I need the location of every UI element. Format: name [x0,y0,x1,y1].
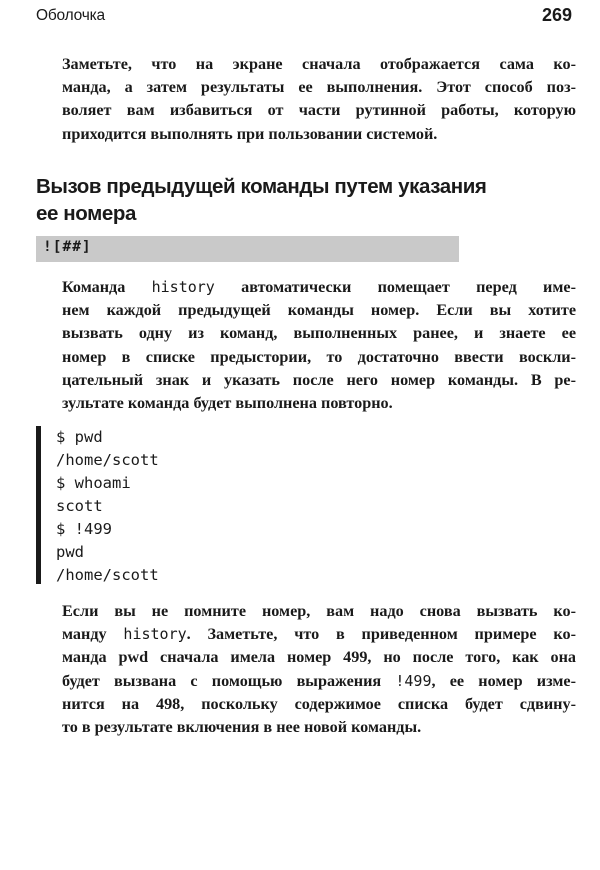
paragraph-line: манда pwd сначала имела номер 499, но после того, как она [62,648,576,667]
page-number: 269 [541,5,572,25]
text-fragment: автоматически помещает перед име- [214,278,576,296]
paragraph-line: цательный знак и указать после него номер команды. В ре- [62,370,576,389]
paragraph-line: манда, а затем результаты ее выполнения. Этот способ поз- [62,78,576,97]
syntax-text: ![##] [43,239,92,255]
paragraph-line: зультате команда будет выполнена повторно. [62,394,393,413]
inline-code: !499 [395,671,432,690]
intro-paragraph [62,53,576,146]
code-line: pwd [56,543,84,561]
paragraph-line: приходится выполнять при пользовании системой. [62,124,438,143]
paragraph-line [62,670,576,693]
paragraph-line: Если вы не помните номер, вам надо снова вызвать ко- [62,602,576,620]
code-line: /home/scott [56,566,159,584]
paragraph-line [62,623,576,646]
text-fragment: , ее номер изме- [431,671,576,690]
text-fragment: манду [62,625,124,644]
code-example [36,426,436,588]
paragraph-line: то в результате включения в нее новой команды. [62,718,422,737]
section-heading-line: ее номера [36,202,137,225]
code-line: $ whoami [56,474,131,492]
text-fragment: . Заметьте, что в приведенном примере ко- [186,625,576,644]
text-fragment: будет вызвана с помощью выражения [62,671,396,690]
history-paragraph [62,276,576,415]
paragraph-line: номер в списке предыстории, то достаточно ввести воскли- [62,347,576,366]
inline-code: history [151,278,215,296]
paragraph-line: Заметьте, что на экране сначала отображается сама ко- [62,55,576,73]
code-line: scott [56,497,103,515]
code-line: /home/scott [56,451,159,469]
paragraph-line: нем каждой предыдущей команды номер. Если вы хотите [62,301,576,320]
paragraph-line [62,276,576,299]
text-fragment: Команда [62,278,152,296]
code-rule [36,426,41,584]
paragraph-line: нится на 498, поскольку содержимое списка будет сдвину- [62,694,576,713]
code-line: $ pwd [56,428,103,446]
syntax-bar [36,236,459,262]
running-title: Оболочка [36,7,105,24]
paragraph-line: воляет вам избавиться от части рутинной работы, которую [62,101,576,120]
forget-paragraph [62,600,576,739]
section-heading [36,173,576,227]
code-line: $ !499 [56,520,112,538]
inline-code: history [123,625,187,644]
section-heading-line: Вызов предыдущей команды путем указания [36,175,487,198]
paragraph-line: вызвать одну из команд, выполненных ранее, и знаете ее [62,324,576,343]
